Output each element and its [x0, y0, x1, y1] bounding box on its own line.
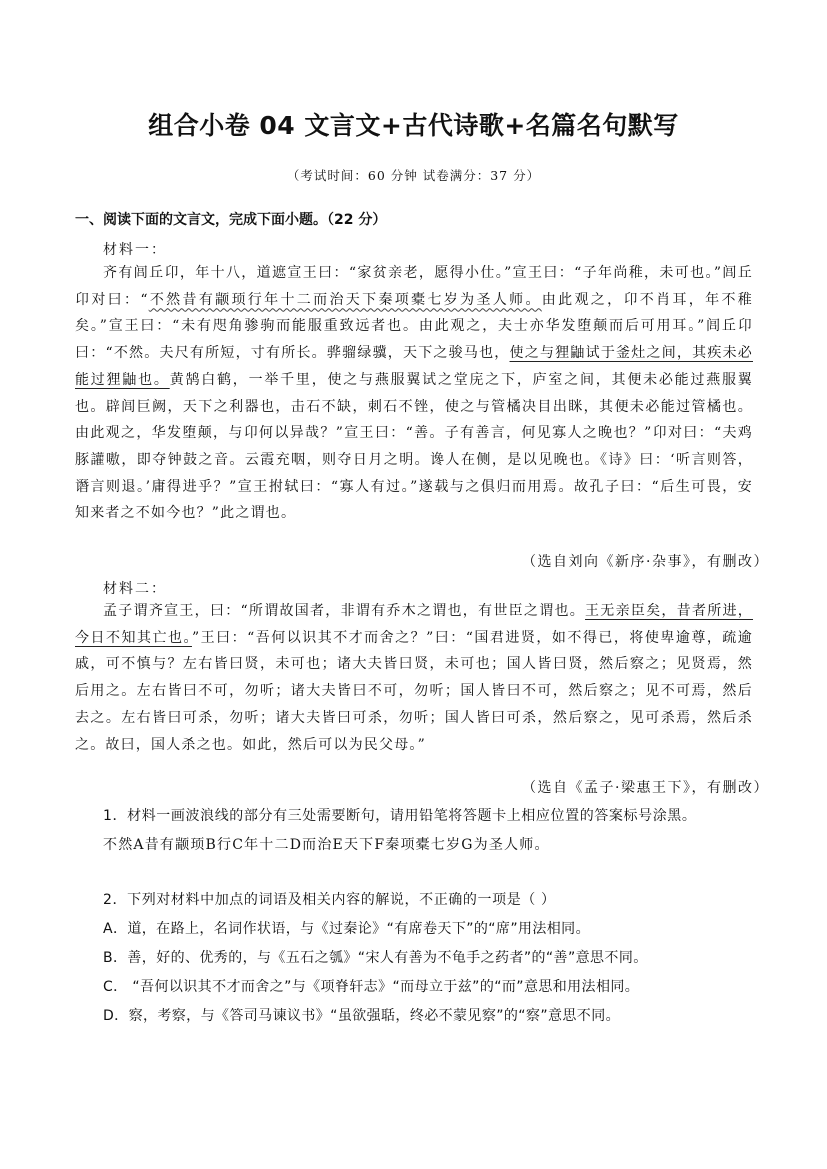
passage-text: 由此观之，卬不肖耳，年不稚矣。”宣王曰：“未有咫角骖驹而能服重致远者也。由此观之，夫士亦华发堕颠而后可用耳。”闾丘卬曰：“不然。夫尺有所短，寸有所长。骅骝绿骥，天下之骏马也，: [75, 291, 753, 362]
question-1-stem: 1．材料一画波浪线的部分有三处需要断句，请用铅笔将答题卡上相应位置的答案标号涂黑。: [103, 808, 697, 824]
question-1-segments: 不然A昔有颛顼B行C年十二D而治E天下F秦项橐七岁G为圣人师。: [103, 837, 550, 853]
section-heading: 一、阅读下面的文言文，完成下面小题。（22 分）: [75, 212, 387, 228]
material1-passage: [75, 260, 753, 527]
material2-source: （选自《孟子·梁惠王下》，有删改）: [522, 780, 769, 796]
option-a[interactable]: A．道，在路上，名词作状语，与《过秦论》“有席卷天下”的“席”用法相同。: [103, 921, 590, 937]
option-b[interactable]: B．善，好的、优秀的，与《五石之瓠》“宋人有善为不龟手之药者”的“善”意思不同。: [103, 950, 648, 966]
option-d[interactable]: D．察，考察，与《答司马谏议书》“虽欲强聒，终必不蒙见察”的“察”意思不同。: [103, 1008, 620, 1024]
material2-label: 材料二：: [103, 581, 167, 597]
passage-text: ”王曰：“吾何以识其不才而舍之？”曰：“国君进贤，如不得已，将使卑逾尊，疏逾戚，可不慎与？左右皆曰贤，未可也；诸大夫皆曰贤，未可也；国人皆曰贤，然后察之；见贤焉，然后用之。左右皆曰不可，勿听；诸大夫皆曰不可，勿听；国人皆曰不可，然后察之；见不可焉，然后去之。左右皆曰可杀，勿听；诸大夫皆曰可杀，勿听；国人皆曰可杀，然后察之，见可杀焉，然后杀之。故曰，国人杀之也。如此，然后可以为民父母。”: [75, 629, 753, 753]
underlined-text: 使之与狸鼬试于釜灶之间，其疾未必能过狸鼬也。: [75, 345, 753, 388]
material1-label: 材料一：: [103, 242, 167, 258]
passage-text: 黄鹄白鹤，一举千里，使之与燕服翼试之堂庑之下，庐室之间，其便未必能过燕服翼也。辟闾巨阙，天下之利器也，击石不缺，刺石不锉，使之与管橘决目出眯，其便未必能过管橘也。由此观之，华发堕颠，与卬何以异哉？”宣王曰：“善。子有善言，何见寡人之晚也？”卬对曰：“夫鸡豚讙嗷，即夺钟鼓之音。云霞充咽，则夺日月之明。谗人在侧，是以见晚也。《诗》曰：‘听言则答，谮言则退。’庸得进乎？”宣王拊轼曰：“寡人有过。”遂载与之俱归而用焉。故孔子曰：“后生可畏，安知来者之不如今也？”此之谓也。: [75, 371, 753, 522]
exam-info: （考试时间：60 分钟 试卷满分：37 分）: [286, 168, 541, 183]
question-2-stem: 2．下列对材料中加点的词语及相关内容的解说，不正确的一项是（ ）: [103, 892, 556, 908]
passage-text: 齐有闾丘卬，年十八，道遮宣王曰：“家贫亲老，愿得小仕。”宣王曰：“子年尚稚，未可也。”闾丘卬对曰：“: [75, 265, 753, 308]
material2-passage: [75, 598, 753, 758]
page-title: 组合小卷 04 文言文+古代诗歌+名篇名句默写: [148, 111, 679, 140]
option-c[interactable]: C． “吾何以识其不才而舍之”与《项脊轩志》“而母立于兹”的“而”意思和用法相同。: [103, 979, 640, 995]
material1-source: （选自刘向《新序·杂事》，有删改）: [522, 554, 769, 570]
passage-text: 孟子谓齐宣王，曰：“所谓故国者，非谓有乔木之谓也，有世臣之谓也。: [103, 603, 586, 619]
underlined-text: 王无亲臣矣，昔者所进，今日不知其亡也。: [75, 603, 754, 646]
wavy-underlined-text: 不然昔有颛顼行年十二而治天下秦项橐七岁为圣人师。: [148, 291, 542, 308]
